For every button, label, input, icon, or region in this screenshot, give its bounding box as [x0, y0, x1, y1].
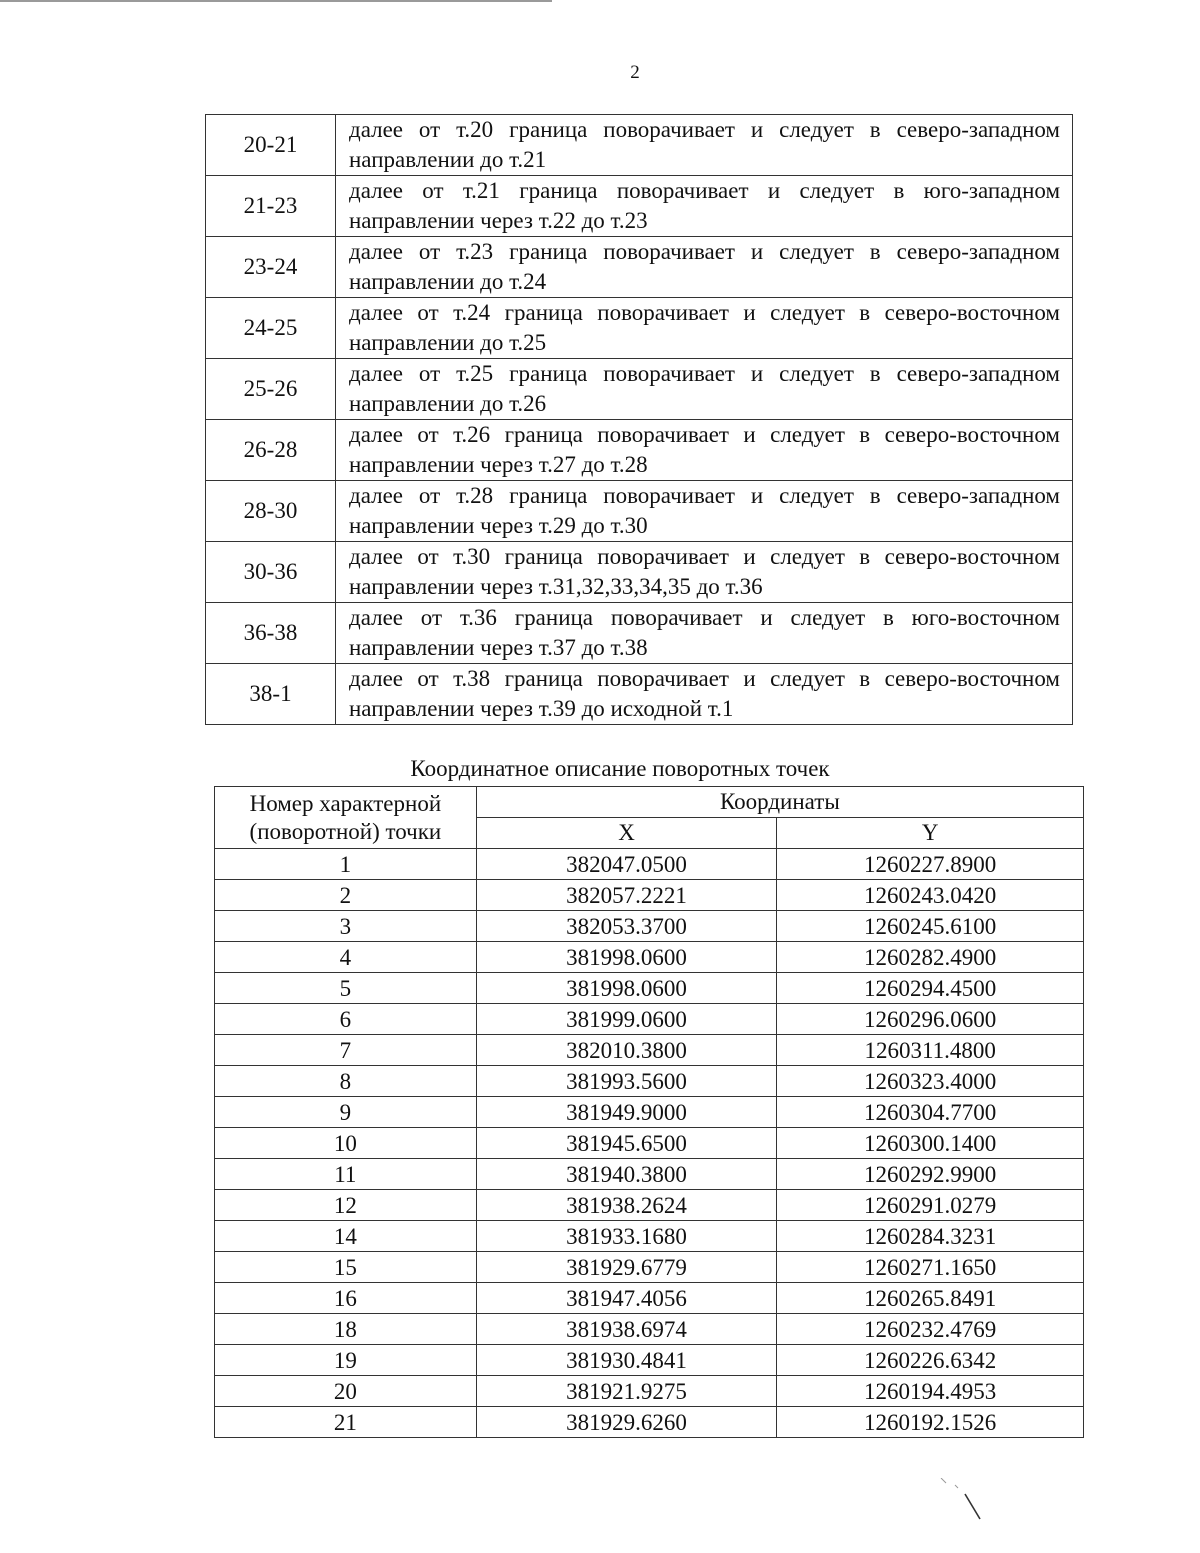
coordinate-row [215, 1159, 1084, 1190]
y-coordinate: 1260311.4800 [777, 1035, 1084, 1066]
route-row [206, 176, 1073, 237]
page-number: 2 [630, 62, 640, 83]
y-coordinate: 1260282.4900 [777, 942, 1084, 973]
y-coordinate: 1260192.1526 [777, 1407, 1084, 1438]
route-description: далее от т.30 граница поворачивает и следует в северо-восточном направлении через т.31,32,33,34,35 до т.36 [336, 542, 1073, 603]
point-number: 19 [215, 1345, 477, 1376]
y-coordinate: 1260245.6100 [777, 911, 1084, 942]
route-table-body [206, 115, 1073, 725]
route-description: далее от т.23 граница поворачивает и следует в северо-западном направлении до т.24 [336, 237, 1073, 298]
x-coordinate: 382057.2221 [476, 880, 777, 911]
route-row [206, 664, 1073, 725]
coordinate-row [215, 1252, 1084, 1283]
route-segment: 21-23 [206, 176, 336, 237]
x-coordinate: 381993.5600 [476, 1066, 777, 1097]
point-number: 20 [215, 1376, 477, 1407]
point-number: 15 [215, 1252, 477, 1283]
boundary-route-table [205, 114, 1073, 725]
coordinates-table [214, 786, 1084, 1438]
point-number: 16 [215, 1283, 477, 1314]
coordinate-row [215, 942, 1084, 973]
route-segment: 23-24 [206, 237, 336, 298]
x-coordinate: 381940.3800 [476, 1159, 777, 1190]
coordinate-row [215, 1221, 1084, 1252]
y-coordinate: 1260227.8900 [777, 849, 1084, 880]
coordinate-row [215, 1097, 1084, 1128]
route-segment: 28-30 [206, 481, 336, 542]
x-coordinate: 382053.3700 [476, 911, 777, 942]
x-coordinate: 381947.4056 [476, 1283, 777, 1314]
point-number: 12 [215, 1190, 477, 1221]
y-coordinate: 1260291.0279 [777, 1190, 1084, 1221]
point-number-header-line1: Номер характерной [249, 790, 442, 816]
x-coordinate: 381930.4841 [476, 1345, 777, 1376]
point-number: 3 [215, 911, 477, 942]
coordinate-row [215, 973, 1084, 1004]
point-number: 18 [215, 1314, 477, 1345]
y-coordinate: 1260304.7700 [777, 1097, 1084, 1128]
coordinate-row [215, 1345, 1084, 1376]
route-segment: 30-36 [206, 542, 336, 603]
x-coordinate: 382047.0500 [476, 849, 777, 880]
coordinate-row [215, 1283, 1084, 1314]
y-coordinate: 1260232.4769 [777, 1314, 1084, 1345]
x-coordinate: 381949.9000 [476, 1097, 777, 1128]
point-number: 14 [215, 1221, 477, 1252]
y-coordinate: 1260271.1650 [777, 1252, 1084, 1283]
y-coordinate: 1260284.3231 [777, 1221, 1084, 1252]
y-coordinate: 1260265.8491 [777, 1283, 1084, 1314]
coordinate-row [215, 1004, 1084, 1035]
x-coordinate: 381998.0600 [476, 942, 777, 973]
point-number-header [215, 787, 477, 849]
point-number: 11 [215, 1159, 477, 1190]
coordinate-row [215, 911, 1084, 942]
point-number: 2 [215, 880, 477, 911]
route-segment: 20-21 [206, 115, 336, 176]
coordinates-table-body [215, 849, 1084, 1438]
y-coordinate: 1260226.6342 [777, 1345, 1084, 1376]
route-row [206, 420, 1073, 481]
x-coordinate: 381945.6500 [476, 1128, 777, 1159]
coordinates-table-header [215, 787, 1084, 849]
route-row [206, 298, 1073, 359]
x-header: X [476, 818, 777, 849]
coordinates-title: Координатное описание поворотных точек [410, 756, 830, 781]
route-row [206, 359, 1073, 420]
y-coordinate: 1260294.4500 [777, 973, 1084, 1004]
point-number: 8 [215, 1066, 477, 1097]
route-description: далее от т.21 граница поворачивает и следует в юго-западном направлении через т.22 до т.23 [336, 176, 1073, 237]
coordinate-row [215, 880, 1084, 911]
point-number: 9 [215, 1097, 477, 1128]
point-number-header-line2: (поворотной) точки [249, 818, 442, 844]
y-coordinate: 1260300.1400 [777, 1128, 1084, 1159]
point-number: 6 [215, 1004, 477, 1035]
route-description: далее от т.25 граница поворачивает и следует в северо-западном направлении до т.26 [336, 359, 1073, 420]
point-number: 1 [215, 849, 477, 880]
x-coordinate: 381998.0600 [476, 973, 777, 1004]
route-description: далее от т.26 граница поворачивает и следует в северо-восточном направлении через т.27 до т.28 [336, 420, 1073, 481]
route-row [206, 115, 1073, 176]
x-coordinate: 382010.3800 [476, 1035, 777, 1066]
pen-stroke-mark [935, 1478, 985, 1528]
coordinate-row [215, 1314, 1084, 1345]
x-coordinate: 381938.6974 [476, 1314, 777, 1345]
y-coordinate: 1260194.4953 [777, 1376, 1084, 1407]
point-number: 5 [215, 973, 477, 1004]
y-coordinate: 1260296.0600 [777, 1004, 1084, 1035]
route-segment: 38-1 [206, 664, 336, 725]
route-description: далее от т.36 граница поворачивает и следует в юго-восточном направлении через т.37 до т.38 [336, 603, 1073, 664]
route-row [206, 603, 1073, 664]
route-row [206, 481, 1073, 542]
x-coordinate: 381933.1680 [476, 1221, 777, 1252]
route-row [206, 542, 1073, 603]
coordinate-row [215, 1376, 1084, 1407]
header-row [215, 787, 1084, 818]
x-coordinate: 381999.0600 [476, 1004, 777, 1035]
coordinate-row [215, 1035, 1084, 1066]
point-number: 7 [215, 1035, 477, 1066]
y-header: Y [777, 818, 1084, 849]
route-row [206, 237, 1073, 298]
x-coordinate: 381929.6779 [476, 1252, 777, 1283]
x-coordinate: 381929.6260 [476, 1407, 777, 1438]
route-description: далее от т.38 граница поворачивает и следует в северо-восточном направлении через т.39 до исходной т.1 [336, 664, 1073, 725]
x-coordinate: 381921.9275 [476, 1376, 777, 1407]
coordinate-row [215, 1407, 1084, 1438]
scan-edge-line [0, 0, 552, 2]
route-description: далее от т.20 граница поворачивает и следует в северо-западном направлении до т.21 [336, 115, 1073, 176]
point-number: 21 [215, 1407, 477, 1438]
coordinate-row [215, 849, 1084, 880]
y-coordinate: 1260292.9900 [777, 1159, 1084, 1190]
coordinate-row [215, 1190, 1084, 1221]
route-segment: 26-28 [206, 420, 336, 481]
route-description: далее от т.28 граница поворачивает и следует в северо-западном направлении через т.29 до т.30 [336, 481, 1073, 542]
x-coordinate: 381938.2624 [476, 1190, 777, 1221]
route-segment: 24-25 [206, 298, 336, 359]
route-segment: 25-26 [206, 359, 336, 420]
point-number: 10 [215, 1128, 477, 1159]
coordinate-row [215, 1128, 1084, 1159]
coordinates-header: Координаты [476, 787, 1083, 818]
y-coordinate: 1260323.4000 [777, 1066, 1084, 1097]
route-segment: 36-38 [206, 603, 336, 664]
y-coordinate: 1260243.0420 [777, 880, 1084, 911]
route-description: далее от т.24 граница поворачивает и следует в северо-восточном направлении до т.25 [336, 298, 1073, 359]
coordinate-row [215, 1066, 1084, 1097]
point-number: 4 [215, 942, 477, 973]
